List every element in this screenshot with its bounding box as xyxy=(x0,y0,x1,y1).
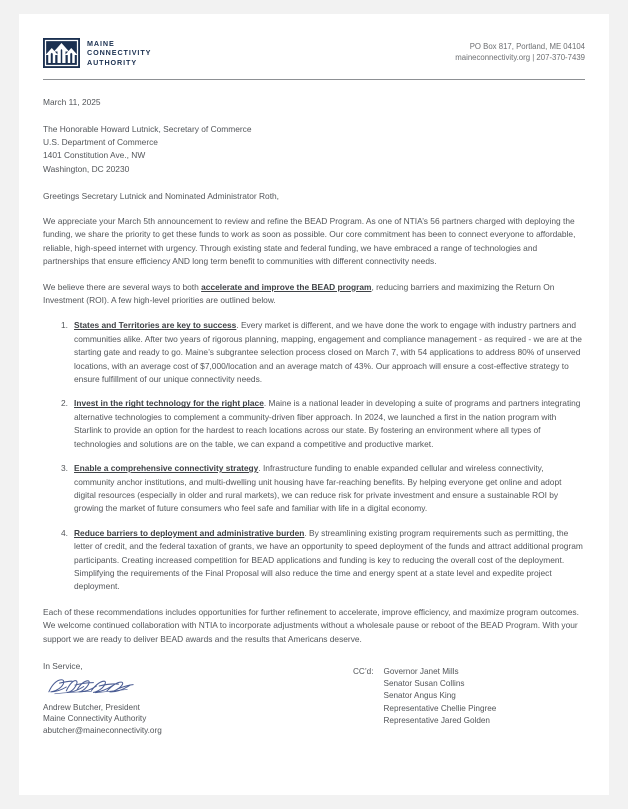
wordmark-line-3: AUTHORITY xyxy=(87,57,138,67)
sign-off-salutation: In Service, xyxy=(43,660,83,671)
priorities-list xyxy=(43,319,585,593)
web-and-phone: maineconnectivity.org | 207-370-7439 xyxy=(455,53,585,62)
cc-label: CC’d: xyxy=(353,666,374,676)
mailing-address: PO Box 817, Portland, ME 04104 xyxy=(469,42,585,51)
wordmark xyxy=(87,39,151,68)
paragraph-2 xyxy=(43,281,585,308)
letterhead xyxy=(43,38,585,68)
cc-block xyxy=(353,660,585,727)
wordmark-line-1: MAINE xyxy=(87,38,115,48)
addressee-line: U.S. Department of Commerce xyxy=(43,137,158,148)
closing-paragraph: Each of these recommendations includes opportunities for further refinement to accelerate, improve efficiency, and maximize program outcomes. We welcome continued collaboration with NTIA to incorporate adjustments without a wholesale pause or reboot of the BEAD Program. With your support we are ready to deliver BEAD awards and the results that Americans deserve. xyxy=(43,606,579,644)
priority-heading: Invest in the right technology for the right place xyxy=(74,398,264,409)
paragraph-2-lead: We believe there are several ways to both xyxy=(43,281,202,292)
cc-recipient: Representative Chellie Pingree xyxy=(383,703,497,713)
addressee-line: The Honorable Howard Lutnick, Secretary of Commerce xyxy=(43,124,252,134)
signer-organization: Maine Connectivity Authority xyxy=(43,714,147,724)
cc-recipient: Representative Jared Golden xyxy=(383,715,490,725)
priority-heading: States and Territories are key to success xyxy=(74,320,237,331)
addressee-block xyxy=(43,123,585,176)
signature-block xyxy=(43,660,343,736)
paragraph-2-emphasis: accelerate and improve the BEAD program xyxy=(201,281,372,292)
letter-page xyxy=(19,14,609,795)
addressee-line: 1401 Constitution Ave., NW xyxy=(43,150,146,161)
handwritten-signature-icon xyxy=(45,675,137,699)
priority-body: . By streamlining existing program requirements such as permitting, the letter of credit, and the federal taxation of grants, we have an opportunity to speed deployment of the funds and attract additional program participants. Creating increased competition for BEAD applications and funding is key to reducing the overall cost of the deployment. Simplifying the requirements of the Final Proposal will also reduce the time and energy spent at a state level and expedite project deployment. xyxy=(74,527,583,592)
list-item xyxy=(74,462,585,516)
priority-heading: Reduce barriers to deployment and administrative burden xyxy=(74,527,305,538)
wordmark-line-2: CONNECTIVITY xyxy=(87,48,152,58)
letterhead-divider xyxy=(43,79,585,80)
list-item xyxy=(74,319,585,386)
signature-and-cc xyxy=(43,660,585,736)
maine-connectivity-authority-logo-icon xyxy=(43,38,80,68)
priority-body: . Maine is a national leader in developing a suite of programs and partners integrating alternative technologies to complement a community-driven fiber approach. In 2024, we launched a first in the nation program with Starlink to provide an option for the hardest to reach locations across our state. By fostering an environment where all types of technologies and solutions are on the table, we can expand a competitive and productive market. xyxy=(74,398,581,449)
letterhead-contact xyxy=(455,38,585,63)
priority-heading: Enable a comprehensive connectivity strategy xyxy=(74,463,259,474)
paragraph-1: We appreciate your March 5th announcement to review and refine the BEAD Program. As one of NTIA’s 56 partners charged with deploying the funding, we share the priority to get these funds to work as soon as possible. Our core commitment has been to connect everyone to affordable, reliable, high-speed internet with urgency. Through existing state and federal funding, we have embraced a range of technologies and partnerships that ensure efficiency AND long term benefit to communities with different connectivity needs. xyxy=(43,216,576,267)
priority-body: . Every market is different, and we have done the work to engage with industry partners and communities alike. After two years of rigorous planning, mapping, engagement and compliance management - as required - we are at the starting gate and ready to go. Maine’s subgrantee selection process closed on March 7, with 54 applications to address 80% of unserved locations, with an average cost of $7,000/location and an average match of 43%. Our approach will ensure a cost-effective strategy to ensure fulfillment of our unique connectivity needs. xyxy=(74,320,582,385)
paragraph-2-tail: , reducing barriers and maximizing the Return On Investment (ROI). A few high-level priorities are outlined below. xyxy=(43,281,555,306)
cc-recipient: Senator Susan Collins xyxy=(383,679,465,689)
cc-recipient: Senator Angus King xyxy=(383,691,456,701)
signer-email: abutcher@maineconnectivity.org xyxy=(43,725,162,735)
signer-name-title: Andrew Butcher, President xyxy=(43,702,140,712)
list-item xyxy=(74,527,585,594)
letter-date: March 11, 2025 xyxy=(43,97,101,107)
brand-lockup xyxy=(43,38,151,68)
list-item xyxy=(74,397,585,451)
addressee-line: Washington, DC 20230 xyxy=(43,163,130,174)
letter-content xyxy=(43,38,585,736)
priority-body: . Infrastructure funding to enable expanded cellular and wireless connectivity, community anchor institutions, and multi-dwelling unit housing have far-reaching benefits. By helping everyone get online and adopt digital resources (especially in older and rural markets), we can reduce risk for private investment and ensure a sustainable ROI by growing the market of future consumers who feel safe and familiar with life in a digital economy. xyxy=(74,463,562,514)
greeting: Greetings Secretary Lutnick and Nominated Administrator Roth, xyxy=(43,190,280,201)
cc-recipient: Governor Janet Mills xyxy=(383,666,459,676)
cc-recipients xyxy=(383,666,496,727)
